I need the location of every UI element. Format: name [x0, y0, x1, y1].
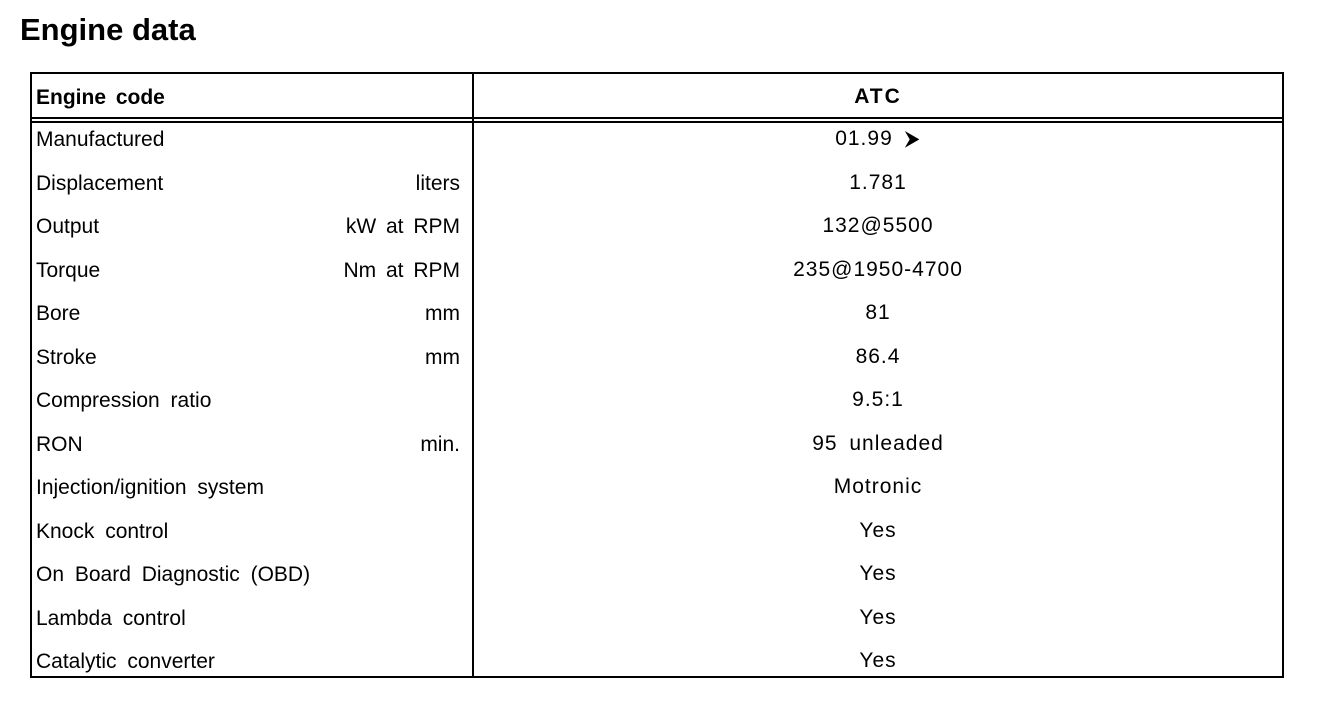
row-label: Lambda control [36, 606, 186, 630]
table-row [32, 559, 1282, 603]
row-label: Output [36, 215, 100, 238]
table-row [32, 342, 1282, 386]
table-row [32, 603, 1282, 647]
row-label: Stroke [36, 345, 97, 369]
table-row [32, 124, 1282, 168]
row-label: Bore [36, 302, 81, 325]
row-label: On Board Diagnostic (OBD) [36, 563, 311, 586]
row-label: RON [36, 432, 83, 456]
row-unit: min. [420, 432, 460, 456]
table-row [32, 211, 1282, 255]
row-value: Yes [859, 518, 897, 542]
table-row [32, 472, 1282, 516]
row-value: Yes [859, 562, 897, 585]
row-value: Yes [859, 605, 897, 629]
row-value: 95 unleaded [812, 431, 944, 455]
header-double-rule [32, 117, 1282, 123]
row-value: 235@1950-4700 [793, 257, 963, 281]
engine-data-table [30, 72, 1284, 678]
page-title: Engine data [20, 12, 196, 47]
table-row [32, 429, 1282, 473]
row-label: Displacement [36, 171, 164, 195]
row-unit: mm [425, 302, 460, 325]
row-value: 1.781 [849, 170, 907, 194]
row-value: 81 [865, 301, 891, 324]
table-row [32, 298, 1282, 342]
header-engine-code-label: Engine code [36, 86, 165, 109]
row-value: Motronic [833, 475, 923, 498]
row-value: 9.5:1 [852, 388, 904, 411]
row-unit: kW at RPM [345, 215, 460, 238]
row-label: Injection/ignition system [36, 476, 264, 499]
table-row [32, 385, 1282, 429]
row-label: Compression ratio [36, 389, 212, 412]
row-label: Torque [36, 258, 101, 282]
table-row [32, 516, 1282, 560]
row-label: Manufactured [36, 128, 165, 151]
row-unit: mm [425, 345, 460, 369]
table-body [32, 124, 1282, 690]
row-value: 86.4 [855, 344, 901, 368]
table-header-row [32, 74, 1282, 118]
header-engine-code-value: ATC [854, 85, 902, 108]
row-value: 132@5500 [822, 214, 934, 237]
table-row [32, 646, 1282, 690]
row-value: 01.99 ⮞ [835, 127, 921, 150]
row-label: Knock control [36, 519, 169, 543]
table-row [32, 255, 1282, 299]
row-label: Catalytic converter [36, 650, 215, 673]
row-unit: liters [415, 171, 460, 195]
table-row [32, 168, 1282, 212]
row-unit: Nm at RPM [343, 258, 460, 282]
row-value: Yes [859, 649, 897, 672]
